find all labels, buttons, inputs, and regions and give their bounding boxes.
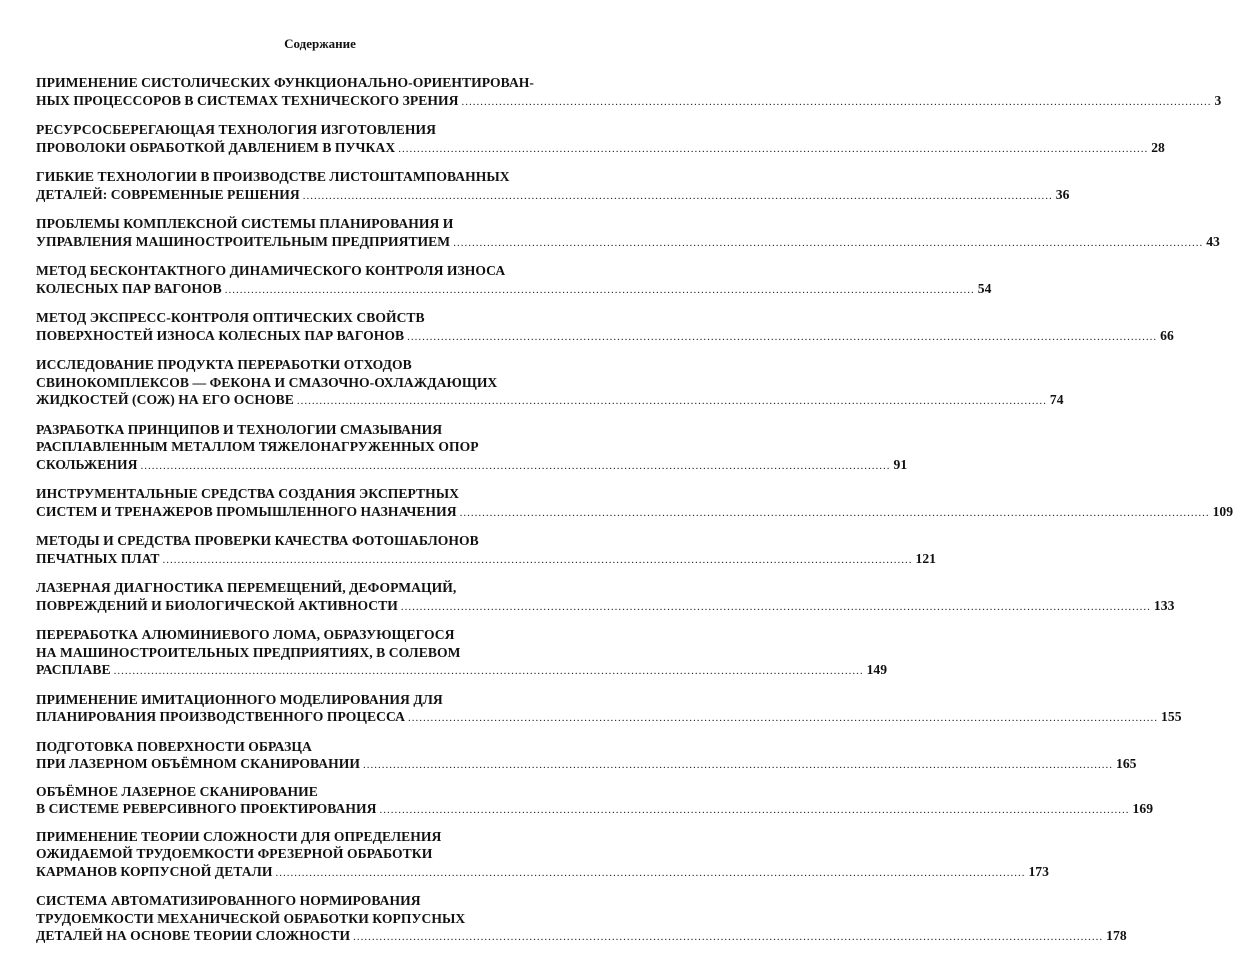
toc-entry-title-line: ДЕТАЛЕЙ НА ОСНОВЕ ТЕОРИИ СЛОЖНОСТИ bbox=[36, 928, 351, 943]
page-number: 109 bbox=[1212, 503, 1233, 519]
toc-entry-title-line: ПЕРЕРАБОТКА АЛЮМИНИЕВОГО ЛОМА, ОБРАЗУЮЩЕГОСЯ bbox=[36, 627, 455, 642]
page-number: 3 bbox=[1214, 92, 1222, 108]
toc-entry-title-line: ПРОБЛЕМЫ КОМПЛЕКСНОЙ СИСТЕМЫ ПЛАНИРОВАНИЯ И bbox=[36, 216, 454, 231]
toc-entry-title-line: ЖИДКОСТЕЙ (СОЖ) НА ЕГО ОСНОВЕ bbox=[36, 392, 294, 407]
toc-entry[interactable] bbox=[36, 262, 992, 299]
toc-entry-title-line: МЕТОД ЭКСПРЕСС-КОНТРОЛЯ ОПТИЧЕСКИХ СВОЙСТВ bbox=[36, 310, 425, 325]
toc-entry-title-line: В СИСТЕМЕ РЕВЕРСИВНОГО ПРОЕКТИРОВАНИЯ bbox=[36, 801, 377, 816]
toc-entry-last-line bbox=[36, 327, 1174, 347]
toc-entry-title-line: КОЛЕСНЫХ ПАР ВАГОНОВ bbox=[36, 280, 222, 296]
dot-leader: ........................................................................................................................................................................................................ bbox=[453, 236, 1204, 249]
toc-entry-title-line: ПЛАНИРОВАНИЯ ПРОИЗВОДСТВЕННОГО ПРОЦЕССА bbox=[36, 709, 406, 724]
toc-entry[interactable] bbox=[36, 168, 1070, 205]
toc-entry-last-line bbox=[36, 661, 888, 681]
toc-entry[interactable] bbox=[36, 215, 1220, 252]
dot-leader: ........................................................................................................................................................................................................ bbox=[353, 931, 1104, 943]
toc-entry-last-line bbox=[36, 280, 992, 300]
toc-entry-title-line: СКОЛЬЖЕНИЯ bbox=[36, 456, 138, 472]
toc-entry-title-line: ГИБКИЕ ТЕХНОЛОГИИ В ПРОИЗВОДСТВЕ ЛИСТОШТАМПОВАННЫХ bbox=[36, 169, 510, 184]
toc-entry-title-line: НА МАШИНОСТРОИТЕЛЬНЫХ ПРЕДПРИЯТИЯХ, В СОЛЕВОМ bbox=[36, 644, 461, 660]
toc-entry-title-line: ОЖИДАЕМОЙ ТРУДОЕМКОСТИ ФРЕЗЕРНОЙ ОБРАБОТКИ bbox=[36, 846, 433, 861]
toc-entry-title-line: ИССЛЕДОВАНИЕ ПРОДУКТА ПЕРЕРАБОТКИ ОТХОДОВ bbox=[36, 357, 412, 372]
toc-entry-last-line bbox=[36, 186, 1070, 206]
toc-entry-title-line: ПРИМЕНЕНИЕ ИМИТАЦИОННОГО МОДЕЛИРОВАНИЯ ДЛЯ bbox=[36, 691, 443, 707]
toc-entry[interactable] bbox=[36, 691, 1182, 728]
dot-leader: ........................................................................................................................................................................................................ bbox=[459, 506, 1210, 519]
toc-entry-title-line: МЕТОД БЕСКОНТАКТНОГО ДИНАМИЧЕСКОГО КОНТРОЛЯ ИЗНОСА bbox=[36, 263, 506, 278]
toc-entry[interactable] bbox=[36, 421, 908, 476]
toc-entry-title-line: ОБЪЁМНОЕ ЛАЗЕРНОЕ СКАНИРОВАНИЕ bbox=[36, 783, 318, 799]
dot-leader: ........................................................................................................................................................................................................ bbox=[296, 395, 1047, 407]
dot-leader: ........................................................................................................................................................................................................ bbox=[407, 330, 1158, 343]
toc-entry-title-line: ПЕЧАТНЫХ ПЛАТ bbox=[36, 550, 160, 566]
dot-leader: ........................................................................................................................................................................................................ bbox=[162, 553, 913, 566]
page-number: 43 bbox=[1206, 233, 1220, 249]
toc-entry-last-line bbox=[36, 92, 1222, 112]
toc-entry-title-line: ПРИМЕНЕНИЕ СИСТОЛИЧЕСКИХ ФУНКЦИОНАЛЬНО-ОРИЕНТИРОВАН- bbox=[36, 75, 535, 90]
toc-entry-title-line: ПРОВОЛОКИ ОБРАБОТКОЙ ДАВЛЕНИЕМ В ПУЧКАХ bbox=[36, 139, 396, 155]
dot-leader: ........................................................................................................................................................................................................ bbox=[362, 759, 1113, 771]
toc-entry[interactable] bbox=[36, 738, 1137, 775]
dot-leader: ........................................................................................................................................................................................................ bbox=[400, 600, 1151, 613]
toc-entry-title-line: РАСПЛАВЕ bbox=[36, 662, 111, 677]
toc-entry-title-line: ПОВРЕЖДЕНИЙ И БИОЛОГИЧЕСКОЙ АКТИВНОСТИ bbox=[36, 597, 398, 613]
page-number: 165 bbox=[1115, 756, 1137, 771]
toc-entry-title-line: ПРИ ЛАЗЕРНОМ ОБЪЁМНОМ СКАНИРОВАНИИ bbox=[36, 756, 360, 771]
toc-entry[interactable] bbox=[36, 579, 1175, 616]
page-number: 169 bbox=[1132, 801, 1154, 816]
toc-entry-last-line bbox=[36, 503, 1233, 523]
page-number: 91 bbox=[893, 456, 908, 472]
toc-entry-title-line: ДЕТАЛЕЙ: СОВРЕМЕННЫЕ РЕШЕНИЯ bbox=[36, 186, 300, 202]
toc-entry-title-line: РАСПЛАВЛЕННЫМ МЕТАЛЛОМ ТЯЖЕЛОНАГРУЖЕННЫХ ОПОР bbox=[36, 439, 479, 454]
page-number: 121 bbox=[915, 550, 937, 566]
toc-entry-last-line bbox=[36, 550, 937, 570]
toc-entry[interactable] bbox=[36, 892, 1127, 947]
toc-entry-title-line: СИСТЕМ И ТРЕНАЖЕРОВ ПРОМЫШЛЕННОГО НАЗНАЧЕНИЯ bbox=[36, 503, 457, 519]
toc-entry-title-line: ТРУДОЕМКОСТИ МЕХАНИЧЕСКОЙ ОБРАБОТКИ КОРПУСНЫХ bbox=[36, 910, 466, 926]
toc-entry-last-line bbox=[36, 233, 1220, 253]
toc-entry-title-line: ПОВЕРХНОСТЕЙ ИЗНОСА КОЛЕСНЫХ ПАР ВАГОНОВ bbox=[36, 327, 405, 343]
toc-entry[interactable] bbox=[36, 74, 1222, 111]
page-number: 178 bbox=[1106, 928, 1127, 943]
dot-leader: ........................................................................................................................................................................................................ bbox=[113, 665, 864, 677]
dot-leader: ........................................................................................................................................................................................................ bbox=[275, 866, 1026, 879]
toc-entry-last-line bbox=[36, 863, 1049, 883]
toc-entry-last-line bbox=[36, 927, 1127, 947]
dot-leader: ........................................................................................................................................................................................................ bbox=[461, 95, 1212, 108]
toc-entry-title-line: МЕТОДЫ И СРЕДСТВА ПРОВЕРКИ КАЧЕСТВА ФОТОШАБЛОНОВ bbox=[36, 533, 479, 548]
toc-entry-title-line: ЛАЗЕРНАЯ ДИАГНОСТИКА ПЕРЕМЕЩЕНИЙ, ДЕФОРМАЦИЙ, bbox=[36, 580, 457, 595]
page-title: Содержание bbox=[284, 36, 356, 51]
toc-entry-title-line: УПРАВЛЕНИЯ МАШИНОСТРОИТЕЛЬНЫМ ПРЕДПРИЯТИЕМ bbox=[36, 233, 451, 249]
toc-entry-last-line bbox=[36, 708, 1182, 728]
toc-entry-title-line: ПОДГОТОВКА ПОВЕРХНОСТИ ОБРАЗЦА bbox=[36, 738, 312, 754]
toc-entry-last-line bbox=[36, 391, 1064, 411]
toc-entry-title-line: РАЗРАБОТКА ПРИНЦИПОВ И ТЕХНОЛОГИИ СМАЗЫВАНИЯ bbox=[36, 421, 443, 437]
table-of-contents bbox=[36, 64, 1233, 947]
dot-leader: ........................................................................................................................................................................................................ bbox=[398, 142, 1149, 155]
toc-entry-last-line bbox=[36, 139, 1165, 159]
page-number: 28 bbox=[1151, 139, 1165, 155]
toc-entry[interactable] bbox=[36, 626, 888, 681]
page-number: 36 bbox=[1055, 186, 1070, 202]
toc-entry-title-line: КАРМАНОВ КОРПУСНОЙ ДЕТАЛИ bbox=[36, 863, 273, 879]
toc-entry[interactable] bbox=[36, 309, 1174, 346]
page-number: 54 bbox=[977, 280, 992, 296]
page-number: 66 bbox=[1160, 327, 1174, 343]
dot-leader: ........................................................................................................................................................................................................ bbox=[302, 189, 1053, 202]
toc-entry[interactable] bbox=[36, 356, 1064, 411]
toc-entry-last-line bbox=[36, 800, 1154, 820]
toc-entry[interactable] bbox=[36, 485, 1233, 522]
toc-entry-last-line bbox=[36, 456, 908, 476]
toc-entry[interactable] bbox=[36, 783, 1154, 820]
page-number: 133 bbox=[1153, 597, 1175, 613]
dot-leader: ........................................................................................................................................................................................................ bbox=[408, 712, 1159, 724]
toc-entry-last-line bbox=[36, 597, 1175, 617]
toc-entry-title-line: РЕСУРСОСБЕРЕГАЮЩАЯ ТЕХНОЛОГИЯ ИЗГОТОВЛЕНИЯ bbox=[36, 122, 436, 137]
dot-leader: ........................................................................................................................................................................................................ bbox=[379, 804, 1130, 816]
dot-leader: ........................................................................................................................................................................................................ bbox=[140, 459, 891, 472]
page-number: 173 bbox=[1028, 863, 1049, 879]
page-number: 74 bbox=[1049, 392, 1064, 407]
toc-entry-title-line: ПРИМЕНЕНИЕ ТЕОРИИ СЛОЖНОСТИ ДЛЯ ОПРЕДЕЛЕНИЯ bbox=[36, 828, 442, 844]
toc-entry-title-line: ИНСТРУМЕНТАЛЬНЫЕ СРЕДСТВА СОЗДАНИЯ ЭКСПЕРТНЫХ bbox=[36, 486, 459, 501]
toc-entry[interactable] bbox=[36, 121, 1165, 158]
page-number: 155 bbox=[1161, 709, 1182, 724]
toc-entry[interactable] bbox=[36, 532, 937, 569]
toc-entry-title-line: СВИНОКОМПЛЕКСОВ — ФЕКОНА И СМАЗОЧНО-ОХЛАЖДАЮЩИХ bbox=[36, 374, 498, 390]
toc-entry-last-line bbox=[36, 755, 1137, 775]
toc-entry-title-line: СИСТЕМА АВТОМАТИЗИРОВАННОГО НОРМИРОВАНИЯ bbox=[36, 893, 421, 908]
toc-entry-title-line: НЫХ ПРОЦЕССОРОВ В СИСТЕМАХ ТЕХНИЧЕСКОГО ЗРЕНИЯ bbox=[36, 92, 459, 108]
dot-leader: ........................................................................................................................................................................................................ bbox=[224, 283, 975, 296]
toc-entry[interactable] bbox=[36, 828, 1049, 883]
page-number: 149 bbox=[866, 662, 888, 677]
